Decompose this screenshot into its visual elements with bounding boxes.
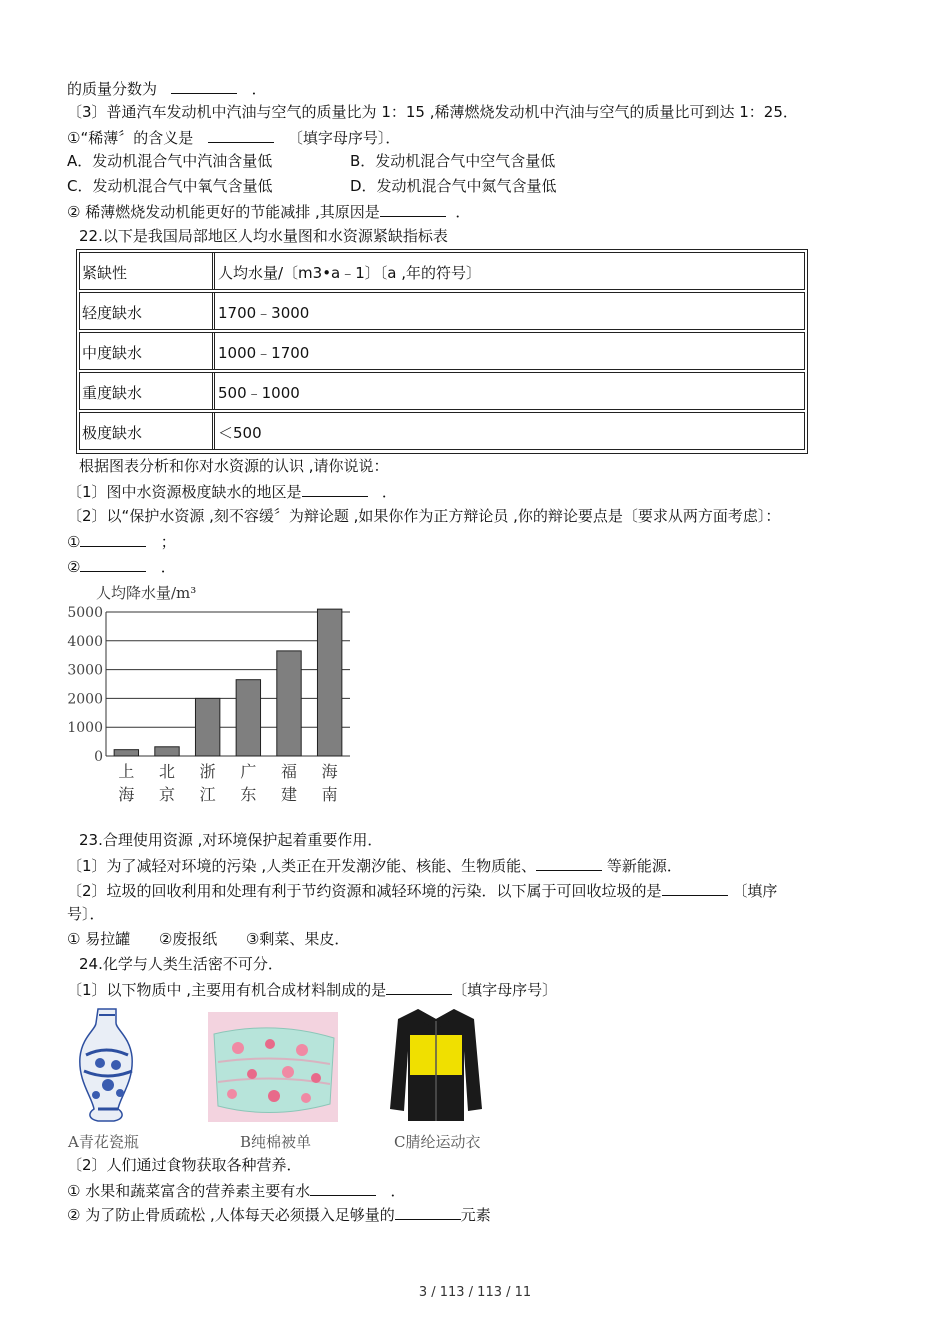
y-tick-label: 1000 — [67, 720, 103, 737]
table-header-cell: 紧缺性 — [82, 264, 128, 282]
bar — [317, 609, 341, 756]
jacket-icon — [388, 1005, 484, 1125]
bar — [155, 747, 179, 756]
line-q3-1: ①“稀薄〞的含义是 〔填字母序号〕． — [67, 129, 401, 147]
line-q22b: 〔1〕图中水资源极度缺水的地区是 ． — [67, 483, 397, 501]
y-tick-label: 3000 — [67, 662, 103, 679]
y-tick-label: 5000 — [67, 605, 103, 621]
x-tick-label: 南 — [321, 785, 338, 804]
page-footer: 3 / 113 / 113 / 11 — [418, 1285, 532, 1300]
option-d: D．发动机混合气中氮气含量低 — [350, 177, 557, 195]
table-cell: 极度缺水 — [82, 424, 143, 442]
line-q3: 〔3〕普通汽车发动机中汽油与空气的质量比为 1：15 ,稀薄燃烧发动机中汽油与空气的质量比可到达 1：25． — [67, 103, 798, 121]
answer-blank[interactable] — [395, 1204, 461, 1220]
quilt-image — [208, 1012, 338, 1122]
y-tick-label: 2000 — [67, 691, 103, 708]
table-row — [79, 292, 805, 330]
caption-b: B纯棉被单 — [240, 1133, 312, 1151]
x-tick-label: 浙 — [199, 762, 216, 781]
x-tick-label: 海 — [118, 785, 135, 804]
line-q23b2: 号〕． — [67, 905, 105, 923]
line-q23c: ① 易拉罐 ②废报纸 ③剩菜、果皮． — [67, 930, 350, 948]
chart-svg — [60, 580, 360, 810]
table-row — [79, 332, 805, 370]
answer-blank[interactable] — [662, 880, 728, 896]
x-tick-label: 京 — [158, 785, 176, 804]
table-row — [79, 372, 805, 410]
water-scarcity-table — [76, 249, 808, 454]
table-cell: 重度缺水 — [82, 384, 143, 402]
answer-blank[interactable] — [171, 78, 237, 94]
bar — [195, 698, 219, 756]
line-q24c: ① 水果和蔬菜富含的营养素主要有水 ． — [67, 1182, 406, 1200]
line-mass-fraction: 的质量分数为 ． — [67, 80, 267, 98]
jacket-image — [388, 1005, 484, 1125]
quilt-icon — [208, 1012, 338, 1122]
x-tick-label: 北 — [158, 762, 176, 781]
bar — [236, 680, 260, 756]
y-tick-label: 4000 — [67, 633, 103, 650]
line-q22c: 〔2〕以“保护水资源 ,刻不容缓〞为辩论题 ,如果你作为正方辩论员 ,你的辩论要点是〔要求从两方面考虑〕： — [67, 507, 781, 525]
line-q22a: 根据图表分析和你对水资源的认识 ,请你说说： — [79, 457, 389, 475]
y-tick-label: 0 — [94, 749, 103, 765]
line-q22e: ② ． — [67, 558, 176, 576]
answer-blank[interactable] — [80, 531, 146, 547]
table-cell: 轻度缺水 — [82, 304, 143, 322]
bar — [114, 750, 138, 756]
chart-title: 人均降水量/m³ — [96, 584, 197, 602]
x-tick-label: 海 — [321, 762, 338, 781]
answer-blank[interactable] — [310, 1180, 376, 1196]
answer-blank[interactable] — [536, 855, 602, 871]
option-c: C．发动机混合气中氧气含量低 — [67, 177, 273, 195]
table-header-cell: 人均水量/〔m3•a﹣1〕〔a ,年的符号〕 — [218, 264, 482, 282]
vase-image — [68, 1005, 148, 1125]
option-a: A．发动机混合气中汽油含量低 — [67, 152, 273, 170]
table-header-row — [79, 252, 805, 290]
table-cell: 500﹣1000 — [218, 384, 300, 402]
table-cell: 中度缺水 — [82, 344, 143, 362]
table-row — [79, 412, 805, 450]
x-tick-label: 福 — [280, 762, 298, 781]
table-cell: 1700﹣3000 — [218, 304, 310, 322]
question-23: 23.合理使用资源 ,对环境保护起着重要作用． — [79, 831, 383, 849]
answer-blank[interactable] — [302, 481, 368, 497]
table-cell: 1000﹣1700 — [218, 344, 310, 362]
caption-a: A青花瓷瓶 — [68, 1133, 139, 1151]
vase-icon — [68, 1005, 148, 1125]
x-tick-label: 上 — [118, 762, 135, 781]
answer-blank[interactable] — [380, 201, 446, 217]
question-22: 22.以下是我国局部地区人均水量图和水资源紧缺指标表 — [79, 227, 448, 245]
x-tick-label: 东 — [240, 785, 257, 804]
x-tick-label: 江 — [199, 785, 216, 804]
option-b: B．发动机混合气中空气含量低 — [350, 152, 556, 170]
bar — [277, 651, 301, 756]
x-tick-label: 建 — [280, 785, 298, 804]
question-24: 24.化学与人类生活密不可分． — [79, 955, 283, 973]
line-q24b: 〔2〕人们通过食物获取各种营养． — [67, 1156, 302, 1174]
line-q22d: ① ； — [67, 533, 176, 551]
caption-c: C腈纶运动衣 — [394, 1133, 481, 1151]
answer-blank[interactable] — [208, 127, 274, 143]
x-tick-label: 广 — [240, 762, 257, 781]
line-q3-2: ② 稀薄燃烧发动机能更好的节能减排 ,其原因是 ． — [67, 203, 471, 221]
line-q24a: 〔1〕以下物质中 ,主要用有机合成材料制成的是 〔填字母序号〕 — [67, 981, 558, 999]
table-cell: ＜500 — [218, 424, 262, 442]
rainfall-bar-chart — [60, 580, 360, 810]
answer-blank[interactable] — [80, 556, 146, 572]
line-q24d: ② 为了防止骨质疏松 ,人体每天必须摄入足够量的 元素 — [67, 1206, 491, 1224]
line-q23b: 〔2〕垃圾的回收利用和处理有利于节约资源和减轻环境的污染．以下属于可回收垃圾的是 〔填序 — [67, 882, 778, 900]
line-q23a: 〔1〕为了减轻对环境的污染 ,人类正在开发潮汐能、核能、生物质能、 等新能源． — [67, 857, 682, 875]
answer-blank[interactable] — [386, 979, 452, 995]
